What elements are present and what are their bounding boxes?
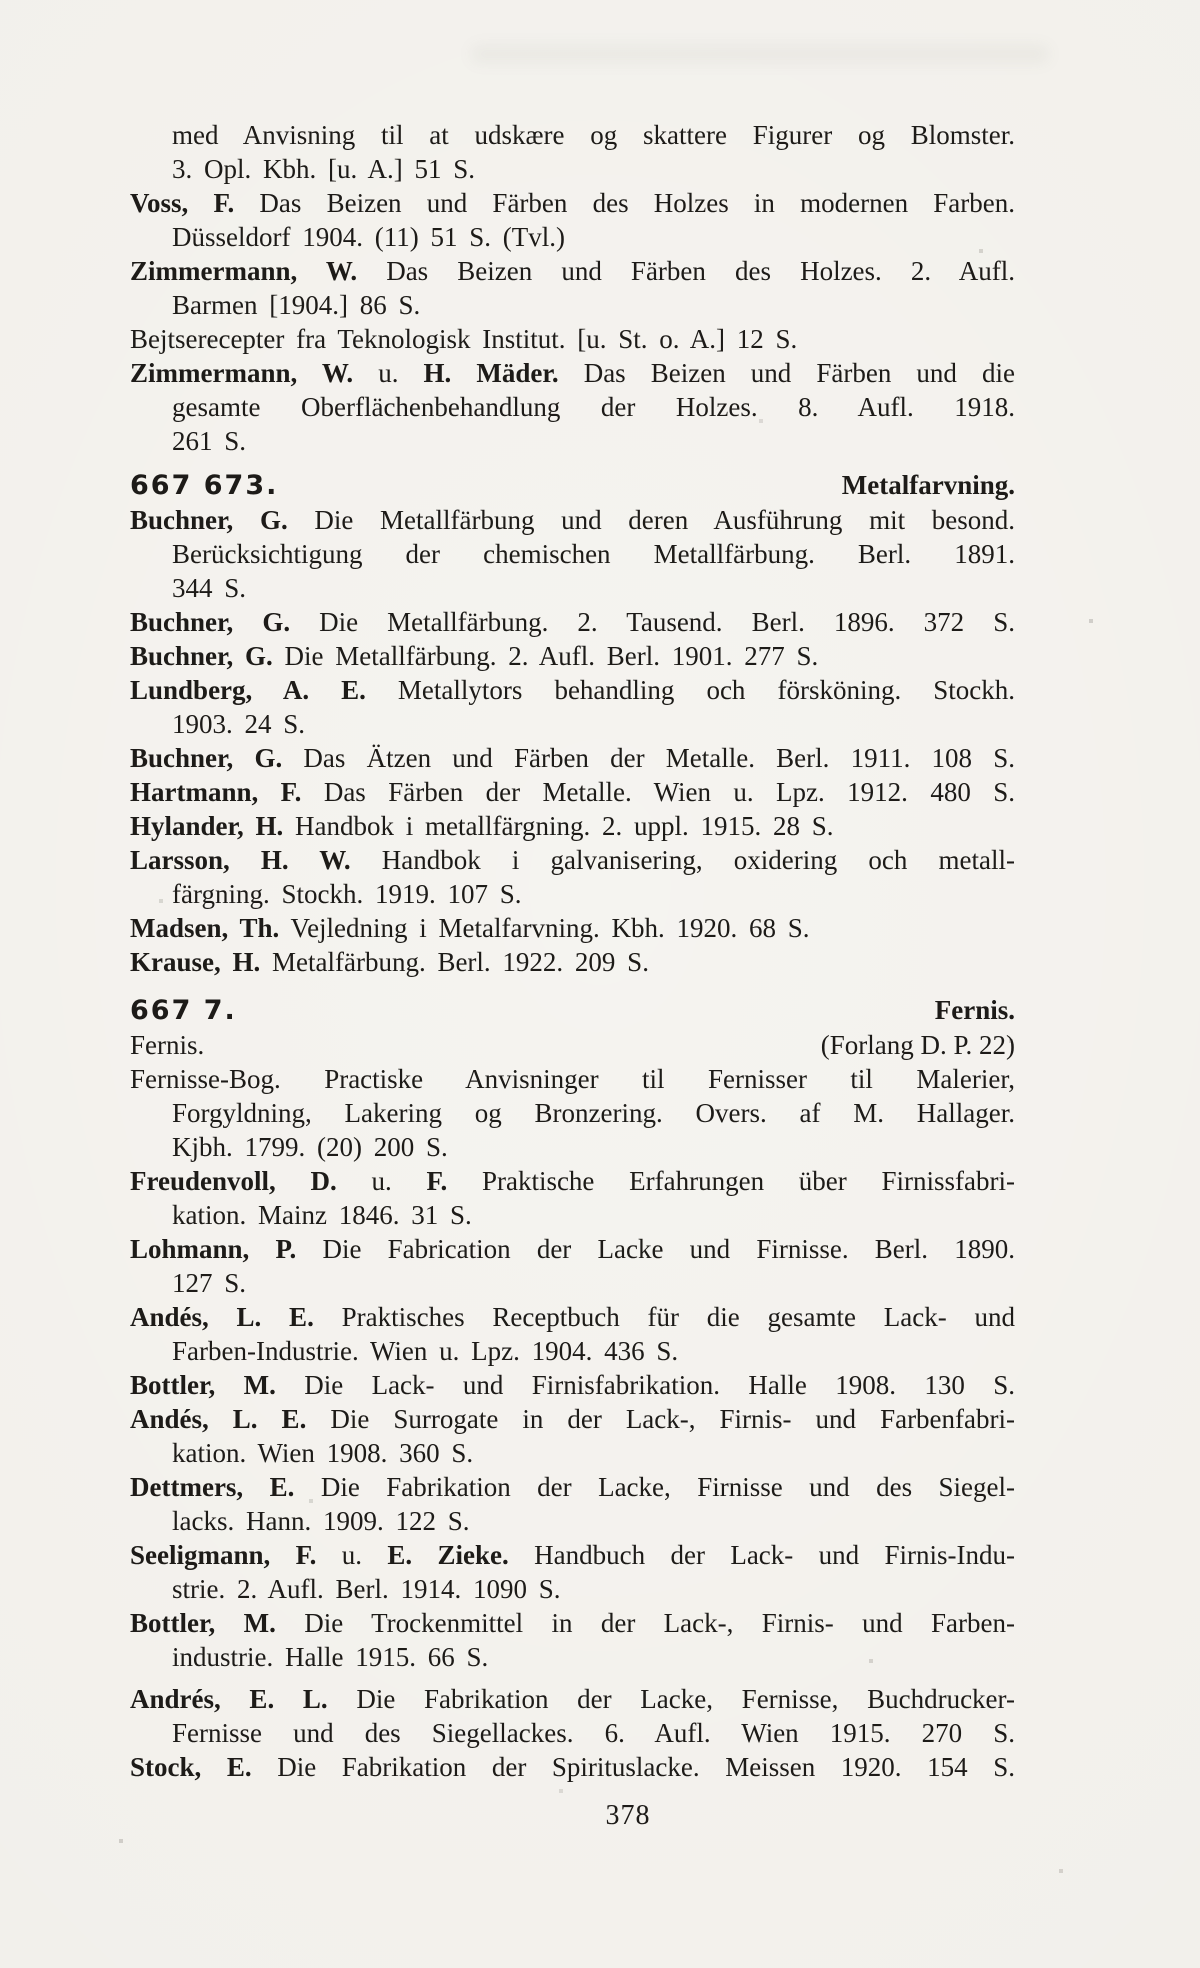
entry-text: Die Metallfärbung. 2. Aufl. Berl. 1901. 277 S. [272, 641, 819, 671]
entry-line [130, 322, 1015, 356]
entry-line [130, 809, 1015, 843]
entry-line [130, 1266, 1015, 1300]
text-block [130, 118, 1015, 1784]
author-name: F. [426, 1166, 448, 1196]
entry-text: gesamte Oberflächenbehandlung der Holzes. 8. Aufl. 1918. [172, 392, 1015, 422]
author-name: Larsson, H. W. [130, 845, 351, 875]
entry-line [130, 911, 1015, 945]
entry-line [130, 1572, 1015, 1606]
author-name: Hylander, H. [130, 811, 284, 841]
author-name: Voss, F. [130, 188, 235, 218]
entry-line [130, 186, 1015, 220]
entry-text: Das Beizen und Färben und die [558, 358, 1015, 388]
entry-text: strie. 2. Aufl. Berl. 1914. 1090 S. [172, 1574, 561, 1604]
entry-line [130, 639, 1015, 673]
entry-text: u. [353, 358, 424, 388]
entry-line [130, 1716, 1015, 1750]
entry-line [130, 220, 1015, 254]
entry-text: Die Metallfärbung. 2. Tausend. Berl. 1896. 372 S. [290, 607, 1015, 637]
entry-text: Praktisches Receptbuch für die gesamte Lack- und [313, 1302, 1015, 1332]
entry-line [130, 1470, 1015, 1504]
author-name: Krause, H. [130, 947, 261, 977]
heading-right: Metalfarvning. [841, 470, 1015, 500]
author-name: E. Zieke. [387, 1540, 509, 1570]
entry-text: u. [316, 1540, 388, 1570]
entry-line [130, 1198, 1015, 1232]
section-heading [130, 468, 1015, 503]
entry-text: färgning. Stockh. 1919. 107 S. [172, 879, 522, 909]
author-name: Andés, L. E. [130, 1404, 307, 1434]
entry-text: Die Metallfärbung und deren Ausführung mit besond. [287, 505, 1015, 535]
entry-text: 127 S. [172, 1268, 247, 1298]
entry-line [130, 1096, 1015, 1130]
author-name: Buchner, G. [130, 505, 288, 535]
author-name: Zimmermann, W. [130, 358, 354, 388]
author-name: Bottler, M. [130, 1370, 276, 1400]
author-name: Lundberg, A. E. [130, 675, 366, 705]
entry-text: Metallytors behandling och försköning. Stockh. [365, 675, 1015, 705]
entry-line [130, 1062, 1015, 1096]
entry-text: 261 S. [172, 426, 247, 456]
entry-text: Vejledning i Metalfarvning. Kbh. 1920. 68 S. [279, 913, 810, 943]
entry-text: Die Fabrication der Lacke und Firnisse. Berl. 1890. [296, 1234, 1015, 1264]
author-name: Hartmann, F. [130, 777, 302, 807]
entry-text: Das Färben der Metalle. Wien u. Lpz. 1912. 480 S. [301, 777, 1016, 807]
entry-line [130, 1682, 1015, 1716]
entry-line [130, 254, 1015, 288]
author-name: Dettmers, E. [130, 1472, 295, 1502]
entry-text: Fernisse-Bog. Practiske Anvisninger til Fernisser til Malerier, [130, 1064, 1015, 1094]
entry-line [130, 1368, 1015, 1402]
paper-specks [0, 0, 2, 2]
entry-line [130, 424, 1015, 458]
author-name: Andés, L. E. [130, 1302, 314, 1332]
section-heading [130, 1028, 1015, 1062]
entry-text: 344 S. [172, 573, 247, 603]
entry-line [130, 1164, 1015, 1198]
entry-line [130, 1436, 1015, 1470]
entry-text: Barmen [1904.] 86 S. [172, 290, 421, 320]
entry-line [130, 152, 1015, 186]
entry-text: lacks. Hann. 1909. 122 S. [172, 1506, 470, 1536]
entry-text: Handbok i galvanisering, oxidering och metall- [350, 845, 1015, 875]
entry-text: Düsseldorf 1904. (11) 51 S. (Tvl.) [172, 222, 565, 252]
heading-left: 667 7. [130, 995, 237, 1026]
entry-line [130, 537, 1015, 571]
entry-line [130, 1504, 1015, 1538]
entry-text: Metalfärbung. Berl. 1922. 209 S. [260, 947, 649, 977]
entry-line [130, 288, 1015, 322]
entry-line [130, 1402, 1015, 1436]
entry-line [130, 1640, 1015, 1674]
author-name: Lohmann, P. [130, 1234, 297, 1264]
entry-line [130, 1300, 1015, 1334]
entry-text: Die Fabrikation der Lacke, Firnisse und des Siegel- [294, 1472, 1015, 1502]
entry-text: Kjbh. 1799. (20) 200 S. [172, 1132, 448, 1162]
entry-text: kation. Wien 1908. 360 S. [172, 1438, 474, 1468]
entry-line [130, 1334, 1015, 1368]
author-name: Buchner, G. [130, 641, 273, 671]
entry-line [130, 1750, 1015, 1784]
author-name: H. Mäder. [423, 358, 559, 388]
entry-text: Handbok i metallfärgning. 2. uppl. 1915. 28 S. [283, 811, 834, 841]
entry-line [130, 356, 1015, 390]
author-name: Andrés, E. L. [130, 1684, 328, 1714]
entry-text: Die Fabrikation der Spirituslacke. Meissen 1920. 154 S. [251, 1752, 1015, 1782]
entry-text: Das Beizen und Färben des Holzes in modernen Farben. [234, 188, 1015, 218]
entry-text: Die Fabrikation der Lacke, Fernisse, Buchdrucker- [327, 1684, 1015, 1714]
entry-text: u. [336, 1166, 427, 1196]
entry-line [130, 118, 1015, 152]
entry-line [130, 1232, 1015, 1266]
page-number: 378 [605, 1800, 651, 1831]
entry-text: 1903. 24 S. [172, 709, 306, 739]
entry-text: Bejtserecepter fra Teknologisk Institut. [u. St. o. A.] 12 S. [130, 324, 798, 354]
entry-line [130, 503, 1015, 537]
entry-line [130, 775, 1015, 809]
author-name: Bottler, M. [130, 1608, 276, 1638]
entry-text: kation. Mainz 1846. 31 S. [172, 1200, 472, 1230]
section-heading [130, 993, 1015, 1028]
heading-left: Fernis. [130, 1030, 205, 1060]
entry-text: Forgyldning, Lakering og Bronzering. Overs. af M. Hallager. [172, 1098, 1015, 1128]
entry-text: 3. Opl. Kbh. [u. A.] 51 S. [172, 154, 476, 184]
author-name: Madsen, Th. [130, 913, 280, 943]
author-name: Seeligmann, F. [130, 1540, 317, 1570]
entry-line [130, 741, 1015, 775]
entry-line [130, 877, 1015, 911]
heading-right: (Forlang D. P. 22) [820, 1030, 1015, 1060]
entry-line [130, 843, 1015, 877]
entry-line [130, 673, 1015, 707]
entry-text: Das Ätzen und Färben der Metalle. Berl. 1911. 108 S. [282, 743, 1015, 773]
heading-left: 667 673. [130, 470, 279, 501]
entry-line [130, 390, 1015, 424]
entry-text: Farben-Industrie. Wien u. Lpz. 1904. 436 S. [172, 1336, 679, 1366]
entry-line [130, 571, 1015, 605]
entry-text: industrie. Halle 1915. 66 S. [172, 1642, 489, 1672]
entry-text: med Anvisning til at udskære og skattere Figurer og Blomster. [172, 120, 1015, 150]
entry-text: Handbuch der Lack- und Firnis-Indu- [508, 1540, 1016, 1570]
entry-line [130, 1538, 1015, 1572]
author-name: Buchner, G. [130, 743, 283, 773]
entry-line [130, 1130, 1015, 1164]
author-name: Freudenvoll, D. [130, 1166, 337, 1196]
entry-line [130, 605, 1015, 639]
author-name: Buchner, G. [130, 607, 291, 637]
entry-text: Fernisse und des Siegellackes. 6. Aufl. Wien 1915. 270 S. [172, 1718, 1015, 1748]
entry-text: Berücksichtigung der chemischen Metallfärbung. Berl. 1891. [172, 539, 1015, 569]
author-name: Stock, E. [130, 1752, 252, 1782]
author-name: Zimmermann, W. [130, 256, 358, 286]
entry-text: Praktische Erfahrungen über Firnissfabri- [447, 1166, 1015, 1196]
ink-bleed-smudge [470, 44, 1050, 64]
entry-text: Das Beizen und Färben des Holzes. 2. Aufl. [357, 256, 1015, 286]
heading-right: Fernis. [934, 995, 1015, 1025]
entry-line [130, 1606, 1015, 1640]
entry-text: Die Trockenmittel in der Lack-, Firnis- und Farben- [275, 1608, 1015, 1638]
entry-text: Die Surrogate in der Lack-, Firnis- und Farbenfabri- [306, 1404, 1016, 1434]
entry-line [130, 945, 1015, 979]
entry-text: Die Lack- und Firnisfabrikation. Halle 1908. 130 S. [275, 1370, 1015, 1400]
entry-line [130, 707, 1015, 741]
